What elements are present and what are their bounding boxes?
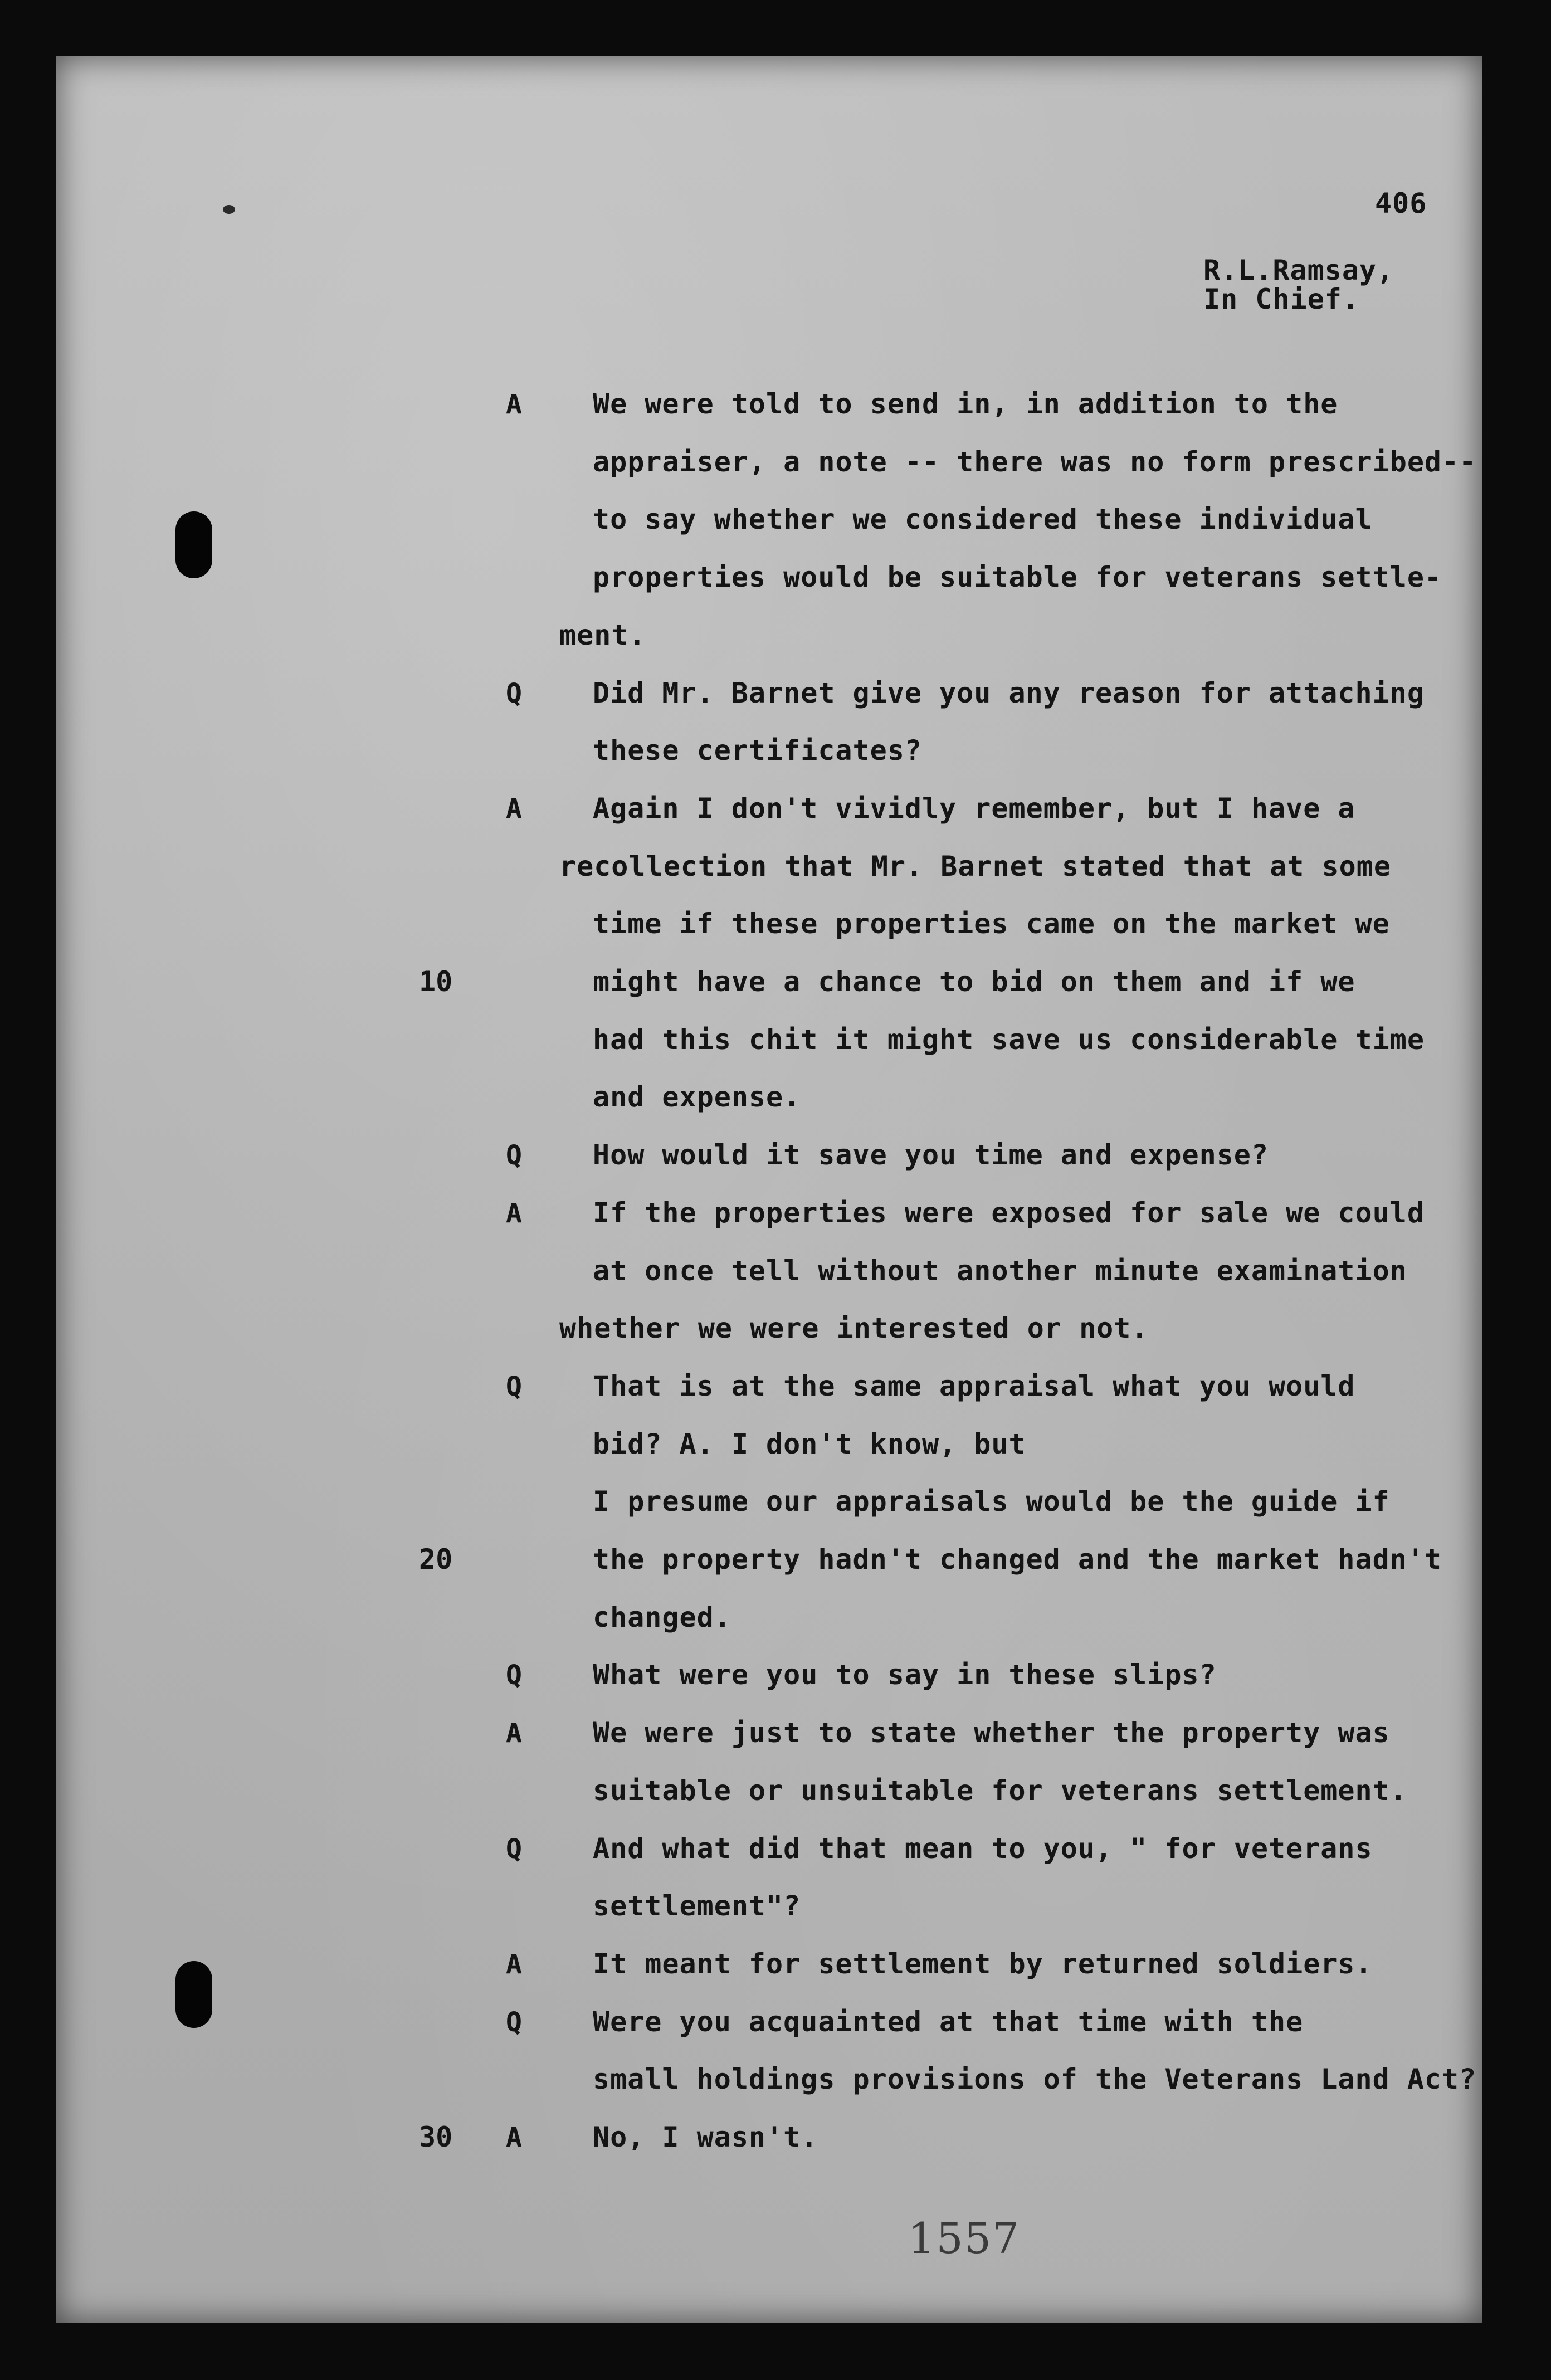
question-marker: Q bbox=[506, 2007, 522, 2038]
transcript-line: small holdings provisions of the Veterans Land Act? bbox=[593, 2063, 1477, 2095]
transcript-line: We were just to state whether the property was bbox=[593, 1716, 1390, 1749]
punch-hole bbox=[175, 511, 212, 578]
transcript-line: the property hadn't changed and the market hadn't bbox=[593, 1543, 1442, 1576]
transcript-line: changed. bbox=[593, 1601, 731, 1633]
transcript-line: I presume our appraisals would be the guide if bbox=[593, 1485, 1390, 1518]
margin-line-number: 10 bbox=[419, 965, 453, 998]
transcript-line: What were you to say in these slips? bbox=[593, 1659, 1217, 1691]
ink-speck bbox=[223, 205, 235, 214]
document-page bbox=[56, 56, 1482, 2323]
transcript-line: No, I wasn't. bbox=[593, 2121, 818, 2153]
transcript-line: might have a chance to bid on them and if we bbox=[593, 965, 1355, 998]
question-marker: Q bbox=[506, 1833, 522, 1865]
transcript-line: How would it save you time and expense? bbox=[593, 1139, 1269, 1171]
answer-marker: A bbox=[506, 1718, 522, 1749]
margin-line-number: 20 bbox=[419, 1543, 453, 1576]
page-number: 406 bbox=[1375, 187, 1427, 220]
transcript-line: Were you acquainted at that time with the bbox=[593, 2006, 1304, 2038]
transcript-line: time if these properties came on the market we bbox=[593, 908, 1390, 940]
transcript-line: had this chit it might save us considerable time bbox=[593, 1023, 1425, 1056]
answer-marker: A bbox=[506, 389, 522, 420]
transcript-line: ment. bbox=[559, 619, 646, 651]
transcript-line: It meant for settlement by returned soldiers. bbox=[593, 1948, 1373, 1980]
transcript-line: properties would be suitable for veterans settle- bbox=[593, 561, 1442, 593]
question-marker: Q bbox=[506, 678, 522, 709]
transcript-line: whether we were interested or not. bbox=[559, 1312, 1149, 1344]
answer-marker: A bbox=[506, 2122, 522, 2153]
question-marker: Q bbox=[506, 1660, 522, 1691]
transcript-line: recollection that Mr. Barnet stated that at some bbox=[559, 850, 1391, 882]
answer-marker: A bbox=[506, 793, 522, 825]
transcript-line: appraiser, a note -- there was no form prescribed-- bbox=[593, 446, 1477, 478]
transcript-line: these certificates? bbox=[593, 734, 922, 767]
question-marker: Q bbox=[506, 1371, 522, 1402]
transcript-line: at once tell without another minute examination bbox=[593, 1255, 1407, 1287]
transcript-line: and expense. bbox=[593, 1081, 801, 1113]
transcript-line: to say whether we considered these individual bbox=[593, 503, 1373, 535]
transcript-line: We were told to send in, in addition to the bbox=[593, 388, 1338, 420]
transcript-line: If the properties were exposed for sale we could bbox=[593, 1197, 1425, 1229]
answer-marker: A bbox=[506, 1198, 522, 1229]
question-marker: Q bbox=[506, 1140, 522, 1171]
transcript-line: That is at the same appraisal what you would bbox=[593, 1370, 1355, 1402]
transcript-line: settlement"? bbox=[593, 1890, 801, 1922]
answer-marker: A bbox=[506, 1949, 522, 1980]
examination-type: In Chief. bbox=[1203, 283, 1359, 315]
witness-name: R.L.Ramsay, bbox=[1203, 254, 1394, 286]
transcript-line: bid? A. I don't know, but bbox=[593, 1428, 1026, 1460]
footer-stamp: 1557 bbox=[908, 2213, 1021, 2263]
transcript-line: suitable or unsuitable for veterans settlement. bbox=[593, 1774, 1407, 1807]
punch-hole bbox=[175, 1961, 212, 2028]
transcript-line: Did Mr. Barnet give you any reason for attaching bbox=[593, 677, 1425, 709]
transcript-line: Again I don't vividly remember, but I have a bbox=[593, 792, 1355, 825]
margin-line-number: 30 bbox=[419, 2121, 453, 2153]
transcript-line: And what did that mean to you, " for veterans bbox=[593, 1832, 1373, 1865]
